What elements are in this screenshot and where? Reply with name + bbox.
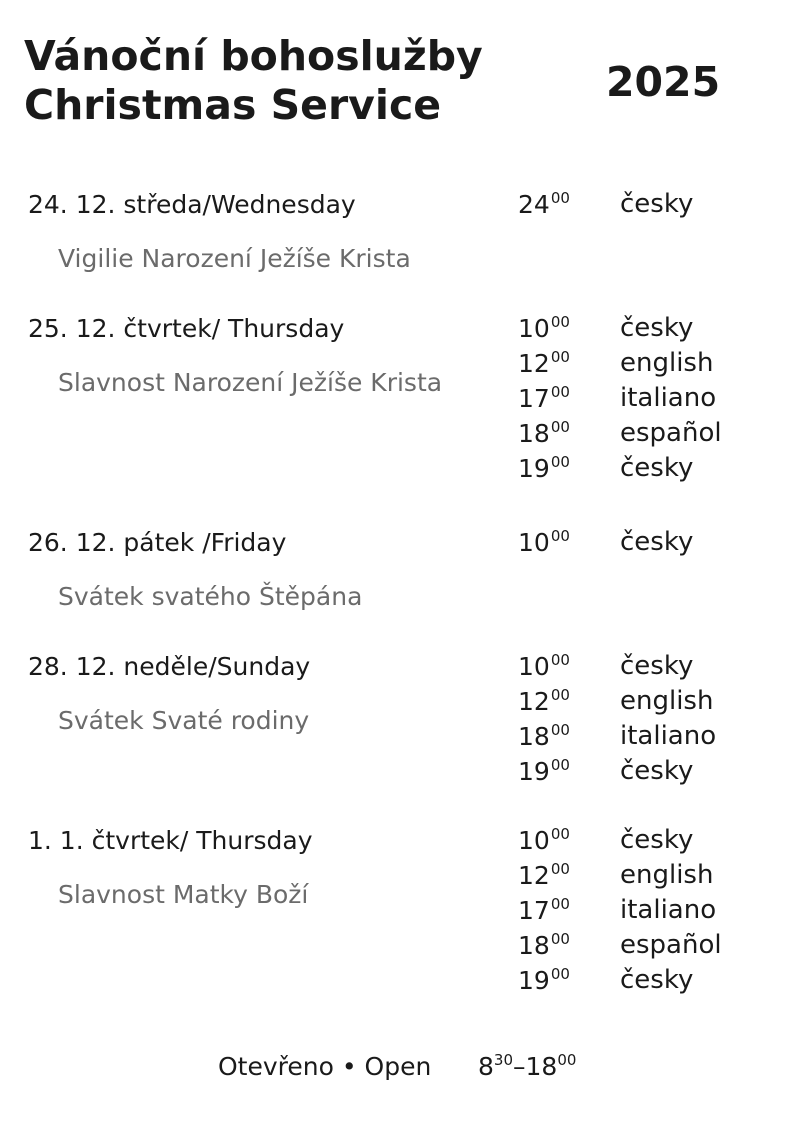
mass-language: español (620, 930, 722, 960)
page-title (24, 32, 483, 130)
title-czech: Vánoční bohoslužby (24, 32, 483, 80)
service-date: 25. 12. čtvrtek/ Thursday (28, 314, 345, 343)
mass-time: $17^{00}$ (518, 383, 570, 413)
mass-language: italiano (620, 895, 717, 925)
mass-time: $10^{00}$ (518, 313, 570, 343)
service-date: 28. 12. neděle/Sunday (28, 652, 311, 681)
mass-language: česky (620, 756, 694, 786)
mass-time: $19^{00}$ (518, 453, 570, 483)
mass-language: italiano (620, 383, 717, 413)
mass-time: $18^{00}$ (518, 721, 570, 751)
opening-hours-label: Otevřeno • Open (218, 1052, 432, 1081)
mass-language: english (620, 686, 714, 716)
service-feast: Vigilie Narození Ježíše Krista (58, 244, 411, 273)
service-feast: Slavnost Narození Ježíše Krista (58, 368, 443, 397)
mass-time: $19^{00}$ (518, 756, 570, 786)
mass-language: español (620, 418, 722, 448)
mass-time: $10^{00}$ (518, 651, 570, 681)
mass-language: česky (620, 189, 694, 219)
mass-time: $18^{00}$ (518, 418, 570, 448)
mass-time: $10^{00}$ (518, 825, 570, 855)
mass-language: česky (620, 453, 694, 483)
mass-time: $10^{00}$ (518, 527, 570, 557)
mass-language: italiano (620, 721, 717, 751)
service-feast: Svátek Svaté rodiny (58, 706, 310, 735)
mass-time: $24^{00}$ (518, 189, 570, 219)
mass-language: česky (620, 825, 694, 855)
mass-language: česky (620, 527, 694, 557)
service-feast: Svátek svatého Štěpána (58, 582, 363, 611)
mass-language: česky (620, 651, 694, 681)
service-date: 24. 12. středa/Wednesday (28, 190, 356, 219)
mass-time: $12^{00}$ (518, 686, 570, 716)
service-date: 1. 1. čtvrtek/ Thursday (28, 826, 313, 855)
mass-time: $18^{00}$ (518, 930, 570, 960)
title-english: Christmas Service (24, 81, 442, 129)
year-label: 2025 (606, 58, 721, 106)
mass-time: $17^{00}$ (518, 895, 570, 925)
mass-language: english (620, 348, 714, 378)
service-feast: Slavnost Matky Boží (58, 880, 309, 909)
mass-language: english (620, 860, 714, 890)
mass-language: česky (620, 965, 694, 995)
service-date: 26. 12. pátek /Friday (28, 528, 287, 557)
mass-language: česky (620, 313, 694, 343)
opening-hours-time: $8^{30}-18^{00}$ (478, 1051, 577, 1081)
mass-time: $19^{00}$ (518, 965, 570, 995)
mass-time: $12^{00}$ (518, 860, 570, 890)
mass-time: $12^{00}$ (518, 348, 570, 378)
